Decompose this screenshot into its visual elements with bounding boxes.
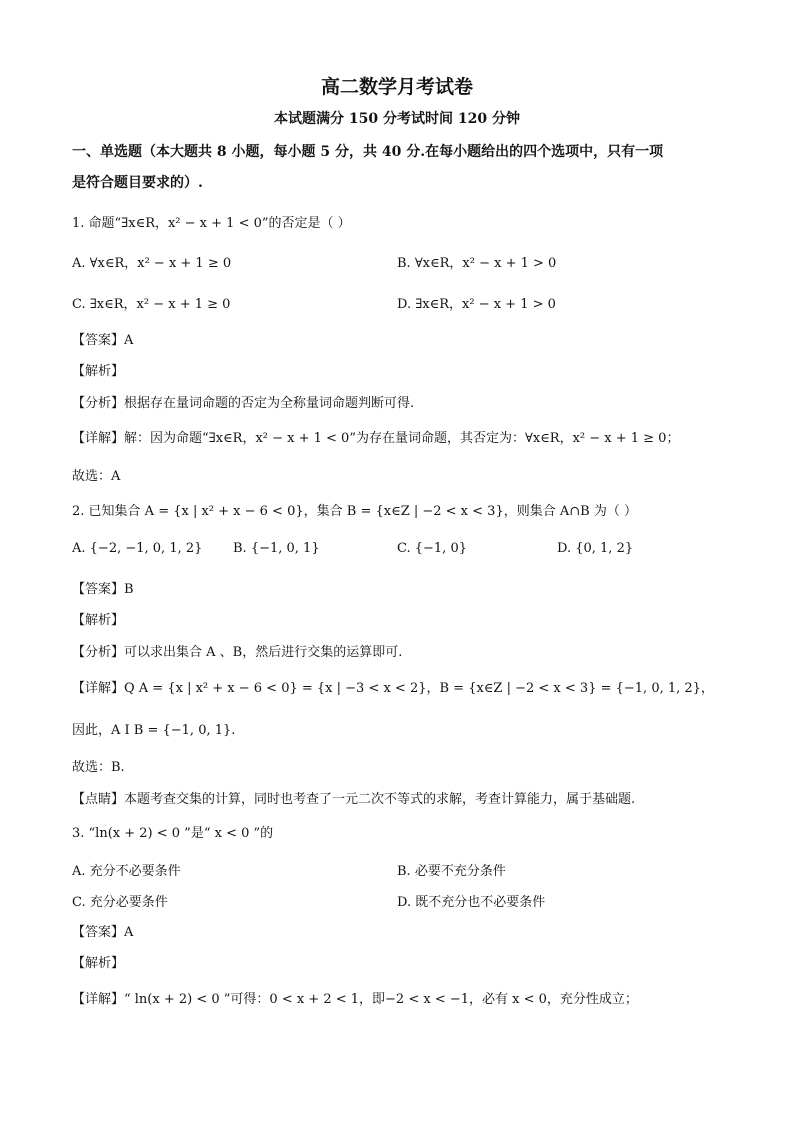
q1-option-c: C. ∃x∈R，x² − x + 1 ≥ 0 — [72, 297, 231, 312]
q1-analysis-label: 【解析】 — [72, 364, 125, 379]
q2-analysis-label: 【解析】 — [72, 613, 125, 628]
q3-option-c: C. 充分必要条件 — [72, 895, 168, 910]
q1-option-d: D. ∃x∈R，x² − x + 1 > 0 — [397, 297, 556, 312]
q3-option-b: B. 必要不充分条件 — [397, 864, 506, 879]
q1-option-a: A. ∀x∈R，x² − x + 1 ≥ 0 — [72, 256, 232, 271]
q2-therefore: 因此，A I B = {−1, 0, 1}. — [72, 723, 236, 738]
section-heading-line1: 一、单选题（本大题共 8 小题，每小题 5 分，共 40 分.在每小题给出的四个选项中，只有一项 — [72, 144, 664, 160]
q2-comment: 【点睛】本题考查交集的计算，同时也考查了一元二次不等式的求解，考查计算能力，属于基础题. — [72, 792, 636, 807]
q1-conclusion: 故选：A — [72, 469, 121, 484]
q3-option-d: D. 既不充分也不必要条件 — [397, 895, 546, 910]
q3-xiangjie: 【详解】“ ln(x + 2) < 0 ”可得：0 < x + 2 < 1，即−2 < x < −1，必有 x < 0，充分性成立； — [72, 992, 638, 1007]
q2-answer: 【答案】B — [72, 582, 134, 597]
q1-option-b: B. ∀x∈R，x² − x + 1 > 0 — [397, 256, 557, 271]
exam-info: 本试题满分 150 分考试时间 120 分钟 — [274, 111, 520, 127]
q3-option-a: A. 充分不必要条件 — [72, 864, 181, 879]
q1-fenxi: 【分析】根据存在量词命题的否定为全称量词命题判断可得. — [72, 396, 415, 411]
q1-answer: 【答案】A — [72, 333, 134, 348]
section-heading-line2: 是符合题目要求的）. — [72, 175, 203, 191]
q2-xiangjie: 【详解】Q A = {x | x² + x − 6 < 0} = {x | −3 < x < 2}，B = {x∈Z | −2 < x < 3} = {−1, 0, 1, 2}， — [72, 681, 714, 696]
q2-option-b: B. {−1, 0, 1} — [233, 541, 320, 556]
q2-option-c: C. {−1, 0} — [397, 541, 467, 556]
q2-option-a: A. {−2, −1, 0, 1, 2} — [72, 541, 203, 556]
q2-option-d: D. {0, 1, 2} — [557, 541, 634, 556]
q3-analysis-label: 【解析】 — [72, 956, 125, 971]
q3-stem: 3. “ln(x + 2) < 0 ”是“ x < 0 ”的 — [72, 826, 274, 841]
q1-xiangjie: 【详解】解：因为命题“∃x∈R，x² − x + 1 < 0”为存在量词命题，其否定为：∀x∈R，x² − x + 1 ≥ 0； — [72, 431, 680, 446]
q2-conclusion: 故选：B. — [72, 760, 125, 775]
q1-stem: 1. 命题“∃x∈R，x² − x + 1 < 0”的否定是（ ） — [72, 216, 351, 231]
q2-fenxi: 【分析】可以求出集合 A 、B，然后进行交集的运算即可. — [72, 645, 403, 660]
q2-stem: 2. 已知集合 A = {x | x² + x − 6 < 0}，集合 B = {x∈Z | −2 < x < 3}，则集合 A∩B 为（ ） — [72, 504, 637, 519]
page-title: 高二数学月考试卷 — [320, 76, 473, 98]
q3-answer: 【答案】A — [72, 925, 134, 940]
